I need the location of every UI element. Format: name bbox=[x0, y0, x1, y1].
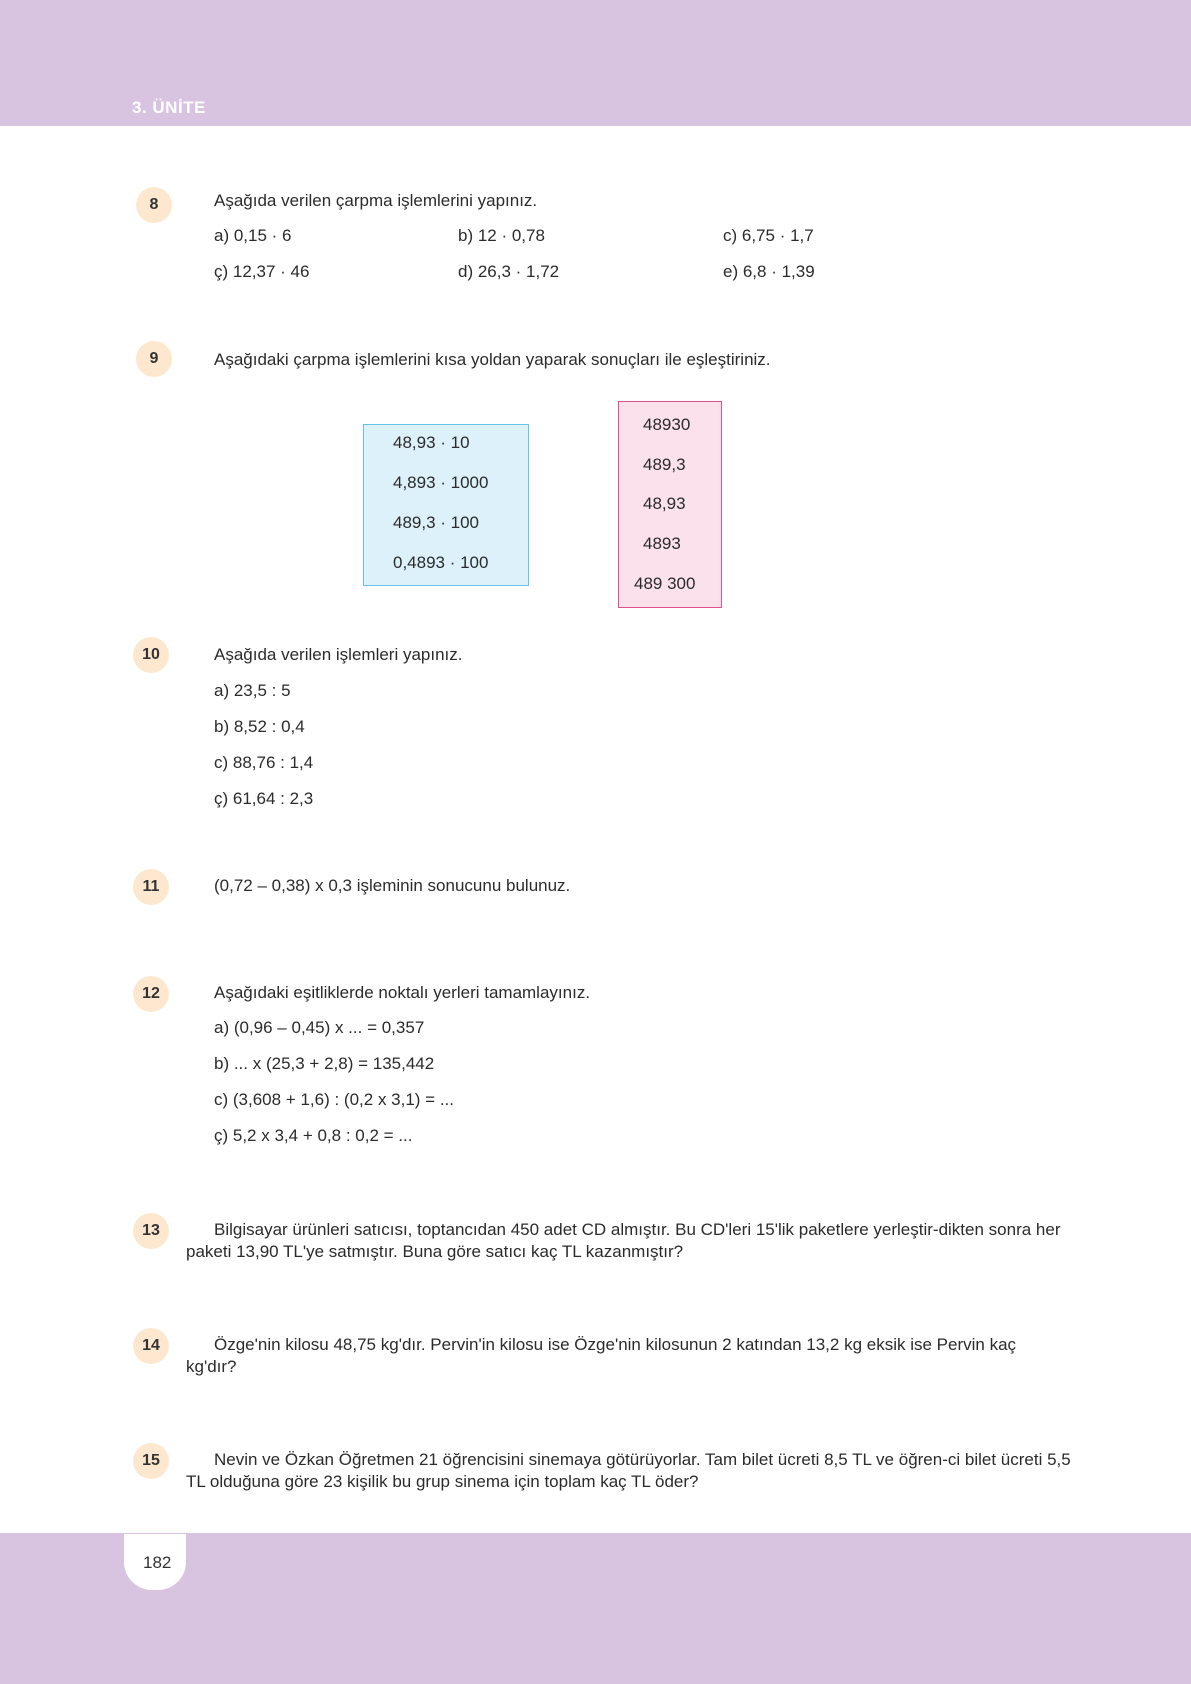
q12-item: ç) 5,2 x 3,4 + 0,8 : 0,2 = ... bbox=[214, 1126, 413, 1145]
question-number-12: 12 bbox=[133, 976, 169, 1012]
unit-title: 3. ÜNİTE bbox=[132, 98, 206, 117]
expression-item: 48,93 · 10 bbox=[393, 433, 470, 452]
q12-item: a) (0,96 – 0,45) x ... = 0,357 bbox=[214, 1018, 425, 1037]
question-number-11: 11 bbox=[133, 869, 169, 905]
q8-item: ç) 12,37 · 46 bbox=[214, 262, 310, 281]
q10-item: a) 23,5 : 5 bbox=[214, 681, 291, 700]
q10-item: b) 8,52 : 0,4 bbox=[214, 717, 305, 736]
results-box bbox=[618, 401, 722, 608]
q10-item: ç) 61,64 : 2,3 bbox=[214, 789, 314, 808]
q14-text: Özge'nin kilosu 48,75 kg'dır. Pervin'in kilosu ise Özge'nin kilosunun 2 katından 13,2 kg eksik ise Pervin kaç kg'dır? bbox=[186, 1335, 1017, 1376]
q8-item: c) 6,75 · 1,7 bbox=[723, 226, 814, 245]
q11-prompt: (0,72 – 0,38) x 0,3 işleminin sonucunu bulunuz. bbox=[214, 876, 571, 895]
result-item: 48,93 bbox=[643, 494, 686, 513]
q12-item: b) ... x (25,3 + 2,8) = 135,442 bbox=[214, 1054, 435, 1073]
q8-item: e) 6,8 · 1,39 bbox=[723, 262, 815, 281]
expressions-box bbox=[363, 424, 529, 586]
question-number-8: 8 bbox=[136, 187, 172, 223]
q12-prompt: Aşağıdaki eşitliklerde noktalı yerleri tamamlayınız. bbox=[214, 983, 591, 1002]
expression-item: 489,3 · 100 bbox=[393, 513, 480, 532]
question-number-15: 15 bbox=[133, 1443, 169, 1479]
result-item: 4893 bbox=[643, 534, 681, 553]
q10-item: c) 88,76 : 1,4 bbox=[214, 753, 314, 772]
q9-prompt: Aşağıdaki çarpma işlemlerini kısa yoldan yaparak sonuçları ile eşleştiriniz. bbox=[214, 350, 771, 369]
result-item: 489 300 bbox=[634, 574, 696, 593]
q13-text: Bilgisayar ürünleri satıcısı, toptancıdan 450 adet CD almıştır. Bu CD'leri 15'lik paketlere yerleştir-dikten sonra her paketi 13,90 TL'ye satmıştır. Buna göre satıcı kaç TL kazanmıştır? bbox=[186, 1220, 1061, 1261]
question-number-10: 10 bbox=[133, 637, 169, 673]
q8-item: a) 0,15 · 6 bbox=[214, 226, 292, 245]
q15-text: Nevin ve Özkan Öğretmen 21 öğrencisini sinemaya götürüyorlar. Tam bilet ücreti 8,5 TL ve öğren-ci bilet ücreti 5,5 TL olduğuna göre 23 kişilik bu grup sinema için toplam kaç TL öder? bbox=[186, 1450, 1071, 1491]
result-item: 48930 bbox=[643, 415, 691, 434]
q8-item: b) 12 · 0,78 bbox=[458, 226, 545, 245]
question-number-14: 14 bbox=[133, 1328, 169, 1364]
question-number-9: 9 bbox=[136, 341, 172, 377]
question-number-13: 13 bbox=[133, 1213, 169, 1249]
q8-item: d) 26,3 · 1,72 bbox=[458, 262, 560, 281]
q10-prompt: Aşağıda verilen işlemleri yapınız. bbox=[214, 645, 463, 664]
expression-item: 0,4893 · 100 bbox=[393, 553, 489, 572]
page-number: 182 bbox=[143, 1553, 172, 1572]
expression-item: 4,893 · 1000 bbox=[393, 473, 489, 492]
result-item: 489,3 bbox=[643, 455, 686, 474]
q12-item: c) (3,608 + 1,6) : (0,2 x 3,1) = ... bbox=[214, 1090, 455, 1109]
q8-prompt: Aşağıda verilen çarpma işlemlerini yapınız. bbox=[214, 191, 538, 210]
